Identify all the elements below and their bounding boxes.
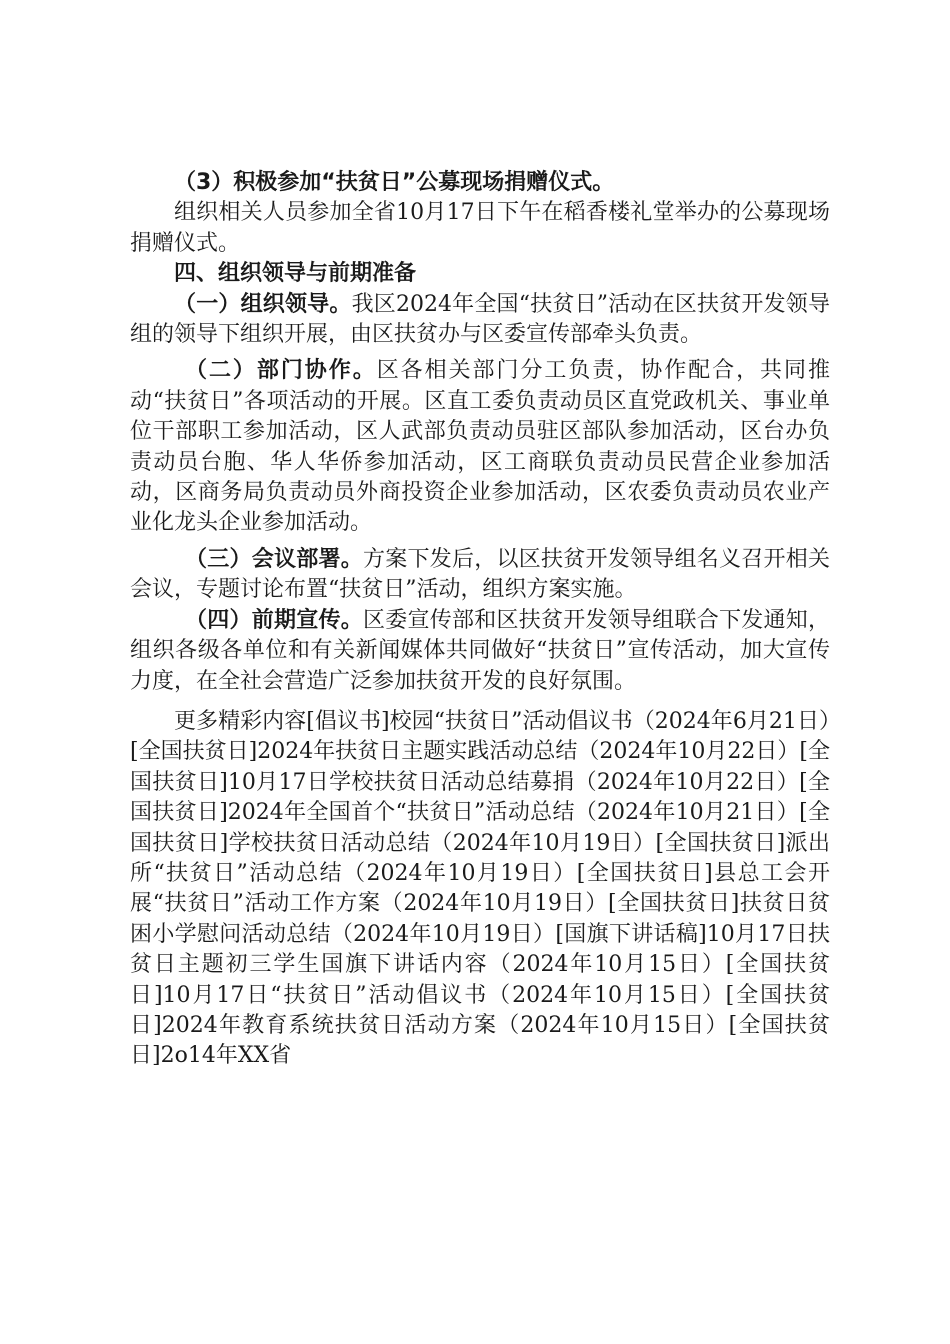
item-meeting-deployment <box>130 545 830 606</box>
document-page <box>130 168 830 1072</box>
item-text: 区委宣传部和区扶贫开发领导组联合下发通知，组织各级各单位和有关新闻媒体共同做好“扶贫日”宣传活动，加大宣传力度，在全社会营造广泛参加扶贫开发的良好氛围。 <box>130 607 830 694</box>
item-text: 我区2024年全国“扶贫日”活动在区扶贫开发领导组的领导下组织开展，由区扶贫办与区委宣传部牵头负责。 <box>130 291 830 348</box>
item-department-cooperation <box>130 356 830 538</box>
item-lead: （一）组织领导。 <box>174 291 352 317</box>
item-organization-leadership <box>130 290 830 351</box>
item-text: 区各相关部门分工负责，协作配合，共同推动“扶贫日”各项活动的开展。区直工委负责动员区直党政机关、事业单位干部职工参加活动，区人武部负责动员驻区部队参加活动，区台办负责动员台胞、华人华侨参加活动，区工商联负责动员民营企业参加活动，区商务局负责动员外商投资企业参加活动，区农委负责动员农业产业化龙头企业参加活动。 <box>130 358 830 536</box>
item-lead: （三）会议部署。 <box>185 546 363 572</box>
item-early-publicity <box>130 606 830 697</box>
paragraph-ceremony: 组织相关人员参加全省10月17日下午在稻香楼礼堂举办的公募现场捐赠仪式。 <box>130 200 830 256</box>
section-4-title: 四、组织领导与前期准备 <box>174 261 417 287</box>
item-lead: （二）部门协作。 <box>185 358 377 384</box>
item-lead: （四）前期宣传。 <box>185 607 363 633</box>
sub-heading-3: （3）积极参加“扶贫日”公募现场捐赠仪式。 <box>174 170 615 195</box>
more-content-links: 更多精彩内容[倡议书]校园“扶贫日”活动倡议书（2024年6月21日）[全国扶贫日]2024年扶贫日主题实践活动总结（2024年10月22日）[全国扶贫日]10月17日学校扶贫日活动总结募捐（2024年10月22日）[全国扶贫日]2024年全国首个“扶贫日”活动总结（2024年10月21日）[全国扶贫日]学校扶贫日活动总结（2024年10月19日）[全国扶贫日]派出所“扶贫日”活动总结（2024年10月19日）[全国扶贫日]县总工会开展“扶贫日”活动工作方案（2024年10月19日）[全国扶贫日]扶贫日贫困小学慰问活动总结（2024年10月19日）[国旗下讲话稿]10月17日扶贫日主题初三学生国旗下讲话内容（2024年10月15日）[全国扶贫日]10月17日“扶贫日”活动倡议书（2024年10月15日）[全国扶贫日]2024年教育系统扶贫日活动方案（2024年10月15日）[全国扶贫日]2o14年XX省 <box>130 708 830 1069</box>
item-text: 方案下发后，以区扶贫开发领导组名义召开相关会议，专题讨论布置“扶贫日”活动，组织方案实施。 <box>130 546 830 603</box>
